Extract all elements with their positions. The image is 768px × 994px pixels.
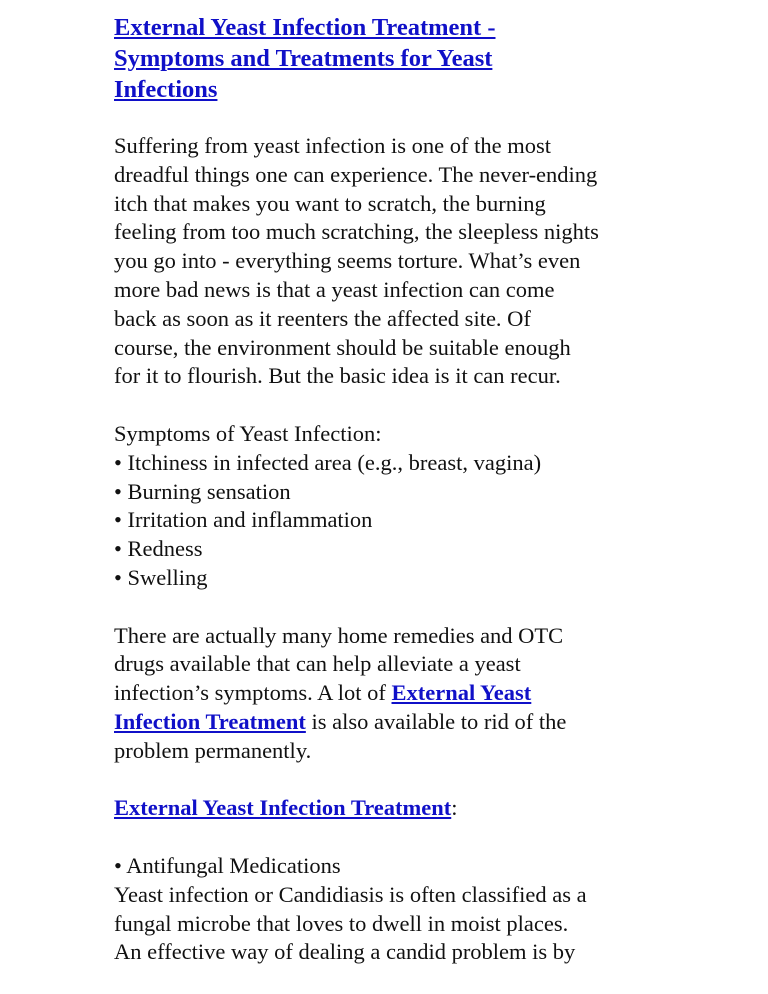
list-item: • Itchiness in infected area (e.g., breast, vagina) <box>114 449 542 475</box>
page-title <box>114 12 734 105</box>
remedies-paragraph: There are actually many home remedies and OTC drugs available that can help alleviate a yeast infection’s symptoms. A lot of External Yeast Infection Treatment is also available to rid of the problem permanently. <box>114 622 567 763</box>
list-item: • Irritation and inflammation <box>114 507 373 533</box>
treatment-link-continued[interactable]: Infection Treatment <box>114 708 306 734</box>
title-link[interactable]: External Yeast Infection Treatment - Symptoms and Treatments for Yeast Infections <box>114 14 496 103</box>
list-item: • Burning sensation <box>114 478 291 504</box>
intro-paragraph: Suffering from yeast infection is one of the most dreadful things one can experience. The never-ending itch that makes you want to scratch, the burning feeling from too much scratching, the sleepless nights you go into - everything seems torture. What’s even more bad news is that a yeast infection can come back as soon as it reenters the affected site. Of course, the environment should be suitable enough for it to flourish. But the basic idea is it can recur. <box>114 133 599 389</box>
list-item: • Antifungal Medications <box>114 852 341 878</box>
list-item: • Redness <box>114 536 203 562</box>
document-page <box>114 12 734 967</box>
symptoms-heading: Symptoms of Yeast Infection: <box>114 420 382 446</box>
symptoms-section <box>114 420 734 593</box>
treatment-heading: External Yeast Infection Treatment: <box>114 795 458 821</box>
treatment-link[interactable]: External Yeast <box>391 680 532 706</box>
treatment-heading-link[interactable]: External Yeast Infection Treatment <box>114 795 452 821</box>
list-item: • Swelling <box>114 564 208 590</box>
treatment-section: • Antifungal Medications Yeast infection or Candidiasis is often classified as a fungal microbe that loves to dwell in moist places. An effective way of dealing a candid problem is by <box>114 852 734 967</box>
